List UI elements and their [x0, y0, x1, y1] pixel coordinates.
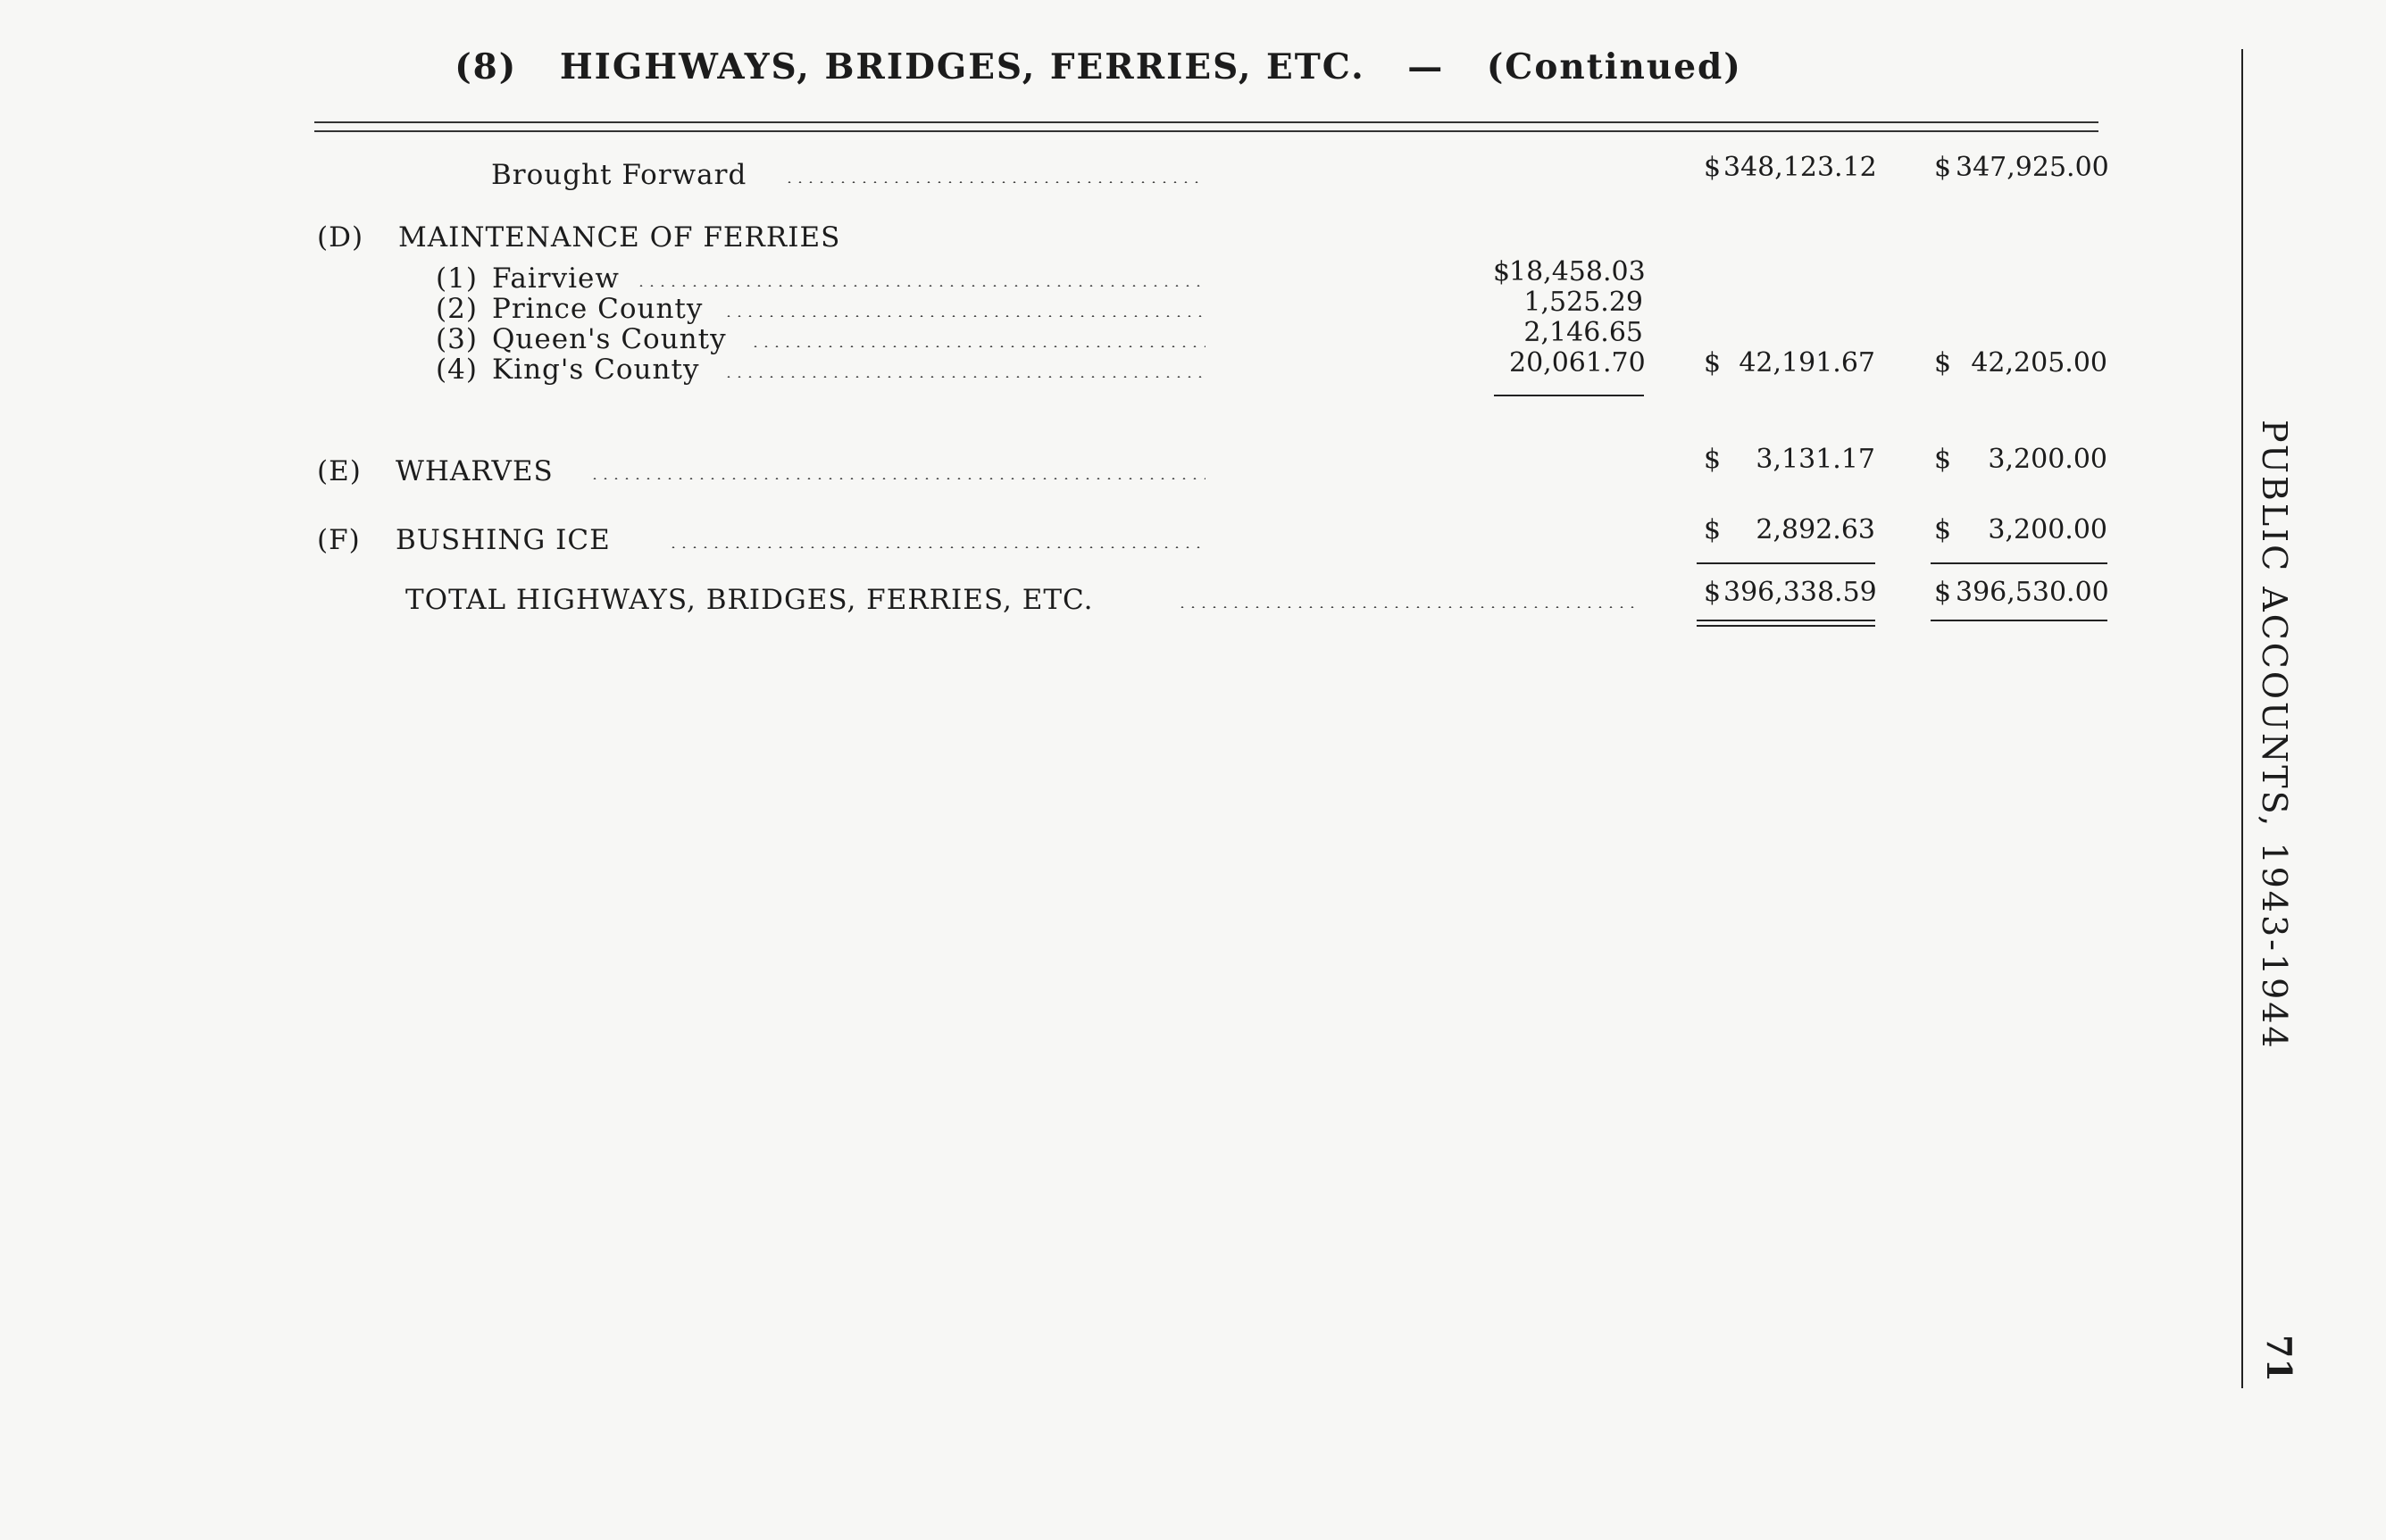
- ferry-item-amount: 18,458.03: [1509, 256, 1646, 287]
- ferries-actual-total: 42,191.67: [1739, 347, 1875, 379]
- header-rule-top: [314, 121, 2098, 123]
- ferry-item-label: Queen's County: [492, 323, 727, 355]
- margin-rule: [2241, 49, 2243, 1388]
- heading-dash: —: [1407, 46, 1445, 87]
- brought-forward-label: Brought Forward: [491, 159, 747, 191]
- wharves-estimate: 3,200.00: [1988, 444, 2107, 475]
- dollar-sign: $: [1704, 347, 1722, 379]
- total-rule-estimate: [1931, 562, 2107, 564]
- ferry-item-number: (3): [436, 323, 478, 355]
- ferry-item-amount: 20,061.70: [1509, 347, 1646, 379]
- dollar-sign: $: [1704, 152, 1722, 183]
- bushing-ice-estimate: 3,200.00: [1988, 514, 2107, 545]
- section-e-title: WHARVES: [396, 455, 554, 487]
- ferry-item-number: (1): [436, 262, 478, 295]
- leader-dots: [1177, 606, 1641, 608]
- total-double-underline: [1697, 625, 1875, 627]
- leader-dots: [589, 478, 1206, 479]
- bushing-ice-actual: 2,892.63: [1756, 514, 1875, 545]
- total-estimate: 396,530.00: [1956, 577, 2109, 608]
- page-number: 71: [2259, 1335, 2299, 1382]
- header-rule-bottom: [314, 130, 2098, 132]
- subtotal-underline: [1494, 395, 1644, 396]
- dollar-sign: $: [1934, 444, 1952, 475]
- total-double-underline: [1931, 620, 2107, 621]
- brought-forward-estimate: 347,925.00: [1956, 152, 2109, 183]
- total-actual: 396,338.59: [1723, 577, 1877, 608]
- section-d-title: MAINTENANCE OF FERRIES: [398, 221, 841, 254]
- ferry-item-label: Fairview: [492, 262, 620, 295]
- total-rule-actual: [1697, 562, 1875, 564]
- section-f-title: BUSHING ICE: [396, 524, 611, 556]
- leader-dots: [784, 181, 1206, 183]
- ferry-item-number: (4): [436, 354, 478, 386]
- dollar-sign: $: [1934, 577, 1952, 608]
- total-label: TOTAL HIGHWAYS, BRIDGES, FERRIES, ETC.: [405, 584, 1094, 616]
- section-d-letter: (D): [317, 221, 364, 254]
- dollar-sign: $: [1704, 514, 1722, 545]
- brought-forward-actual: 348,123.12: [1723, 152, 1877, 183]
- leader-dots: [668, 546, 1206, 548]
- ferry-item-amount: 2,146.65: [1523, 317, 1643, 348]
- dollar-sign: $: [1493, 256, 1511, 287]
- total-double-underline: [1697, 620, 1875, 621]
- section-title: HIGHWAYS, BRIDGES, FERRIES, ETC.: [559, 46, 1365, 87]
- leader-dots: [636, 285, 1206, 287]
- dollar-sign: $: [1704, 577, 1722, 608]
- leader-dots: [723, 315, 1206, 317]
- dollar-sign: $: [1934, 514, 1952, 545]
- section-e-letter: (E): [317, 455, 362, 487]
- running-title: PUBLIC ACCOUNTS, 1943-1944: [2255, 420, 2294, 1051]
- ferry-item-amount: 1,525.29: [1523, 287, 1643, 318]
- ferry-item-number: (2): [436, 293, 478, 325]
- ferry-item-label: Prince County: [492, 293, 704, 325]
- dollar-sign: $: [1704, 444, 1722, 475]
- section-heading: [313, 46, 1884, 87]
- continued-label: (Continued): [1486, 46, 1742, 87]
- wharves-actual: 3,131.17: [1756, 444, 1875, 475]
- ferry-item-label: King's County: [492, 354, 700, 386]
- dollar-sign: $: [1934, 347, 1952, 379]
- section-f-letter: (F): [317, 524, 361, 556]
- leader-dots: [750, 345, 1206, 347]
- leader-dots: [723, 376, 1206, 378]
- dollar-sign: $: [1934, 152, 1952, 183]
- section-number: (8): [455, 46, 518, 87]
- ferries-estimate-total: 42,205.00: [1971, 347, 2107, 379]
